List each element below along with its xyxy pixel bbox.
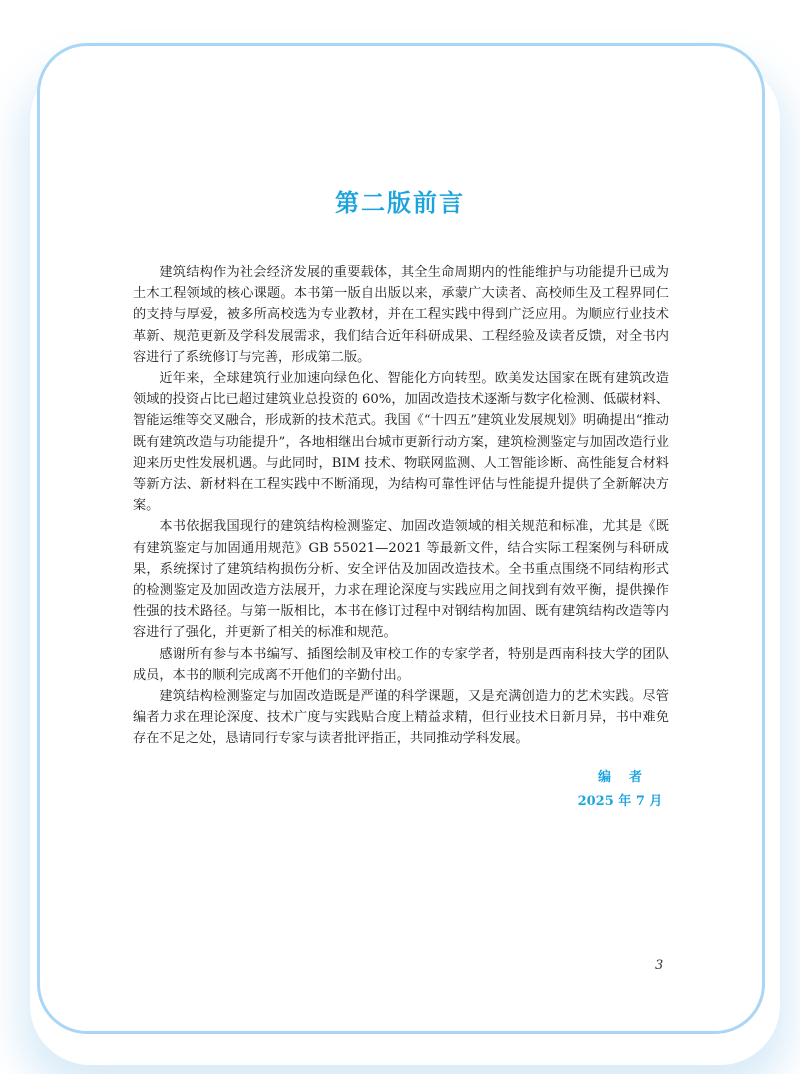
preface-body — [133, 262, 669, 750]
paragraph-intro: 建筑结构作为社会经济发展的重要载体，其全生命周期内的性能维护与功能提升已成为土木工程领域的核心课题。本书第一版自出版以来，承蒙广大读者、高校师生及工程界同仁的支持与厚爱，被多所高校选为专业教材，并在工程实践中得到广泛应用。为顺应行业技术革新、规范更新及学科发展需求，我们结合近年科研成果、工程经验及读者反馈，对全书内容进行了系统修订与完善，形成第二版。 — [133, 265, 669, 365]
paragraph-industry-trends: 近年来，全球建筑行业加速向绿色化、智能化方向转型。欧美发达国家在既有建筑改造领域的投资占比已超过建筑业总投资的 60%，加固改造技术逐渐与数字化检测、低碳材料、智能运维等交叉融合，形成新的技术范式。我国《“十四五”建筑业发展规划》明确提出“推动既有建筑改造与功能提升”，各地相继出台城市更新行动方案，建筑检测鉴定与加固改造行业迎来历史性发展机遇。与此同时，BIM 技术、物联网监测、人工智能诊断、高性能复合材料等新方法、新材料在工程实践中不断涌现，为结构可靠性评估与性能提升提供了全新解决方案。 — [133, 371, 669, 514]
page-title: 第二版前言 — [335, 188, 465, 217]
paragraph-closing: 建筑结构检测鉴定与加固改造既是严谨的科学课题，又是充满创造力的艺术实践。尽管编者力求在理论深度、技术广度与实践贴合度上精益求精，但行业技术日新月异，书中难免存在不足之处，恳请同行专家与读者批评指正，共同推动学科发展。 — [133, 689, 669, 747]
paragraph-book-content: 本书依据我国现行的建筑结构检测鉴定、加固改造领域的相关规范和标准，尤其是《既有建筑鉴定与加固通用规范》GB 55021—2021 等最新文件，结合实际工程案例与科研成果，系统探讨了建筑结构损伤分析、安全评估及加固改造技术。全书重点围绕不同结构形式的检测鉴定及加固改造方法展开，力求在理论深度与实践应用之间找到有效平衡，提供操作性强的技术路径。与第一版相比，本书在修订过程中对钢结构加固、既有建筑结构改造等内容进行了强化，并更新了相关的标准和规范。 — [133, 519, 669, 641]
signature-block — [560, 766, 680, 814]
signature-author: 编者 — [597, 770, 660, 785]
paragraph-acknowledgements: 感谢所有参与本书编写、插图绘制及审校工作的专家学者，特别是西南科技大学的团队成员，本书的顺利完成离不开他们的辛勤付出。 — [133, 646, 669, 683]
signature-date: 2025 年 7 月 — [577, 794, 663, 809]
page-number: 3 — [655, 958, 664, 973]
